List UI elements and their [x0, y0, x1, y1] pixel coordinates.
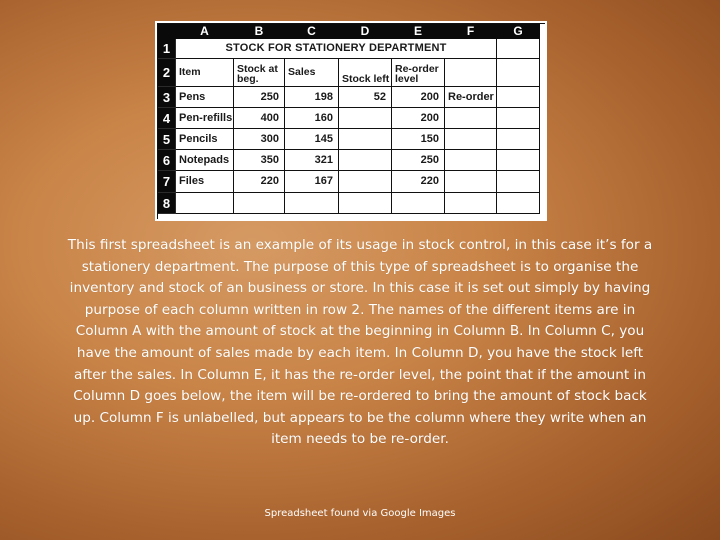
- cell: [234, 193, 285, 214]
- label-stock-left: Stock left: [339, 59, 392, 87]
- cell: [339, 193, 392, 214]
- stock-value: 350: [234, 150, 285, 171]
- item-name: Notepads: [176, 150, 234, 171]
- item-name: Pen-refills: [176, 108, 234, 129]
- cell: [497, 150, 540, 171]
- reorder-level-value: 200: [392, 108, 445, 129]
- stock-left-value: [339, 150, 392, 171]
- row-number: 4: [158, 108, 176, 129]
- stock-value: 250: [234, 87, 285, 108]
- stock-left-value: [339, 129, 392, 150]
- cell: [497, 193, 540, 214]
- item-name: Pens: [176, 87, 234, 108]
- sheet-title: STOCK FOR STATIONERY DEPARTMENT: [176, 39, 497, 59]
- cell: [497, 87, 540, 108]
- stock-left-value: [339, 108, 392, 129]
- row-number: 1: [158, 39, 176, 59]
- cell: [176, 193, 234, 214]
- reorder-note: [445, 129, 497, 150]
- column-header: B: [234, 24, 285, 39]
- column-header: D: [339, 24, 392, 39]
- column-header: C: [285, 24, 339, 39]
- reorder-level-value: 150: [392, 129, 445, 150]
- sales-value: 145: [285, 129, 339, 150]
- stock-value: 400: [234, 108, 285, 129]
- reorder-level-value: 220: [392, 171, 445, 193]
- row-number: 6: [158, 150, 176, 171]
- sales-value: 167: [285, 171, 339, 193]
- cell: [497, 171, 540, 193]
- cell: [497, 39, 540, 59]
- label-stock-at-beg: Stock at beg.: [234, 59, 285, 87]
- column-header: E: [392, 24, 445, 39]
- sales-value: 160: [285, 108, 339, 129]
- row-number: 3: [158, 87, 176, 108]
- reorder-level-value: 250: [392, 150, 445, 171]
- column-header: A: [176, 24, 234, 39]
- stock-left-value: [339, 171, 392, 193]
- reorder-note: [445, 150, 497, 171]
- reorder-note: Re-order: [445, 87, 497, 108]
- row-number: 2: [158, 59, 176, 87]
- cell: [445, 59, 497, 87]
- cell: [497, 108, 540, 129]
- image-credit: Spreadsheet found via Google Images: [264, 508, 456, 519]
- row-number: 7: [158, 171, 176, 193]
- cell: [497, 129, 540, 150]
- spreadsheet-image: [155, 21, 547, 221]
- row-number: 8: [158, 193, 176, 214]
- label-item: Item: [176, 59, 234, 87]
- stock-left-value: 52: [339, 87, 392, 108]
- row-number: 5: [158, 129, 176, 150]
- cell: [285, 193, 339, 214]
- label-reorder-level: Re-order level: [392, 59, 445, 87]
- sales-value: 321: [285, 150, 339, 171]
- item-name: Files: [176, 171, 234, 193]
- spreadsheet-grid: [157, 23, 545, 219]
- description-text: This first spreadsheet is an example of its usage in stock control, in this case it’s for a stationery department. The purpose of this type of spreadsheet is to organise the inventory and stock of an business or store. In this case it is set out simply by having purpose of each column written in row 2. The names of the different items are in Column A with the amount of stock at the beginning in Column B. In Column C, you have the amount of sales made by each item. In Column D, you have the stock left after the sales. In Column E, it has the re-order level, the point that if the amount in Column D goes below, the item will be re-ordered to bring the amount of stock back up. Column F is unlabelled, but appears to be the column where they write when an item needs to be re-order.: [67, 237, 653, 448]
- column-header: G: [497, 24, 540, 39]
- reorder-level-value: 200: [392, 87, 445, 108]
- cell: [392, 193, 445, 214]
- stock-value: 220: [234, 171, 285, 193]
- reorder-note: [445, 108, 497, 129]
- stock-value: 300: [234, 129, 285, 150]
- reorder-note: [445, 171, 497, 193]
- item-name: Pencils: [176, 129, 234, 150]
- label-sales: Sales: [285, 59, 339, 87]
- sales-value: 198: [285, 87, 339, 108]
- corner-cell: [158, 24, 176, 39]
- cell: [445, 193, 497, 214]
- cell: [497, 59, 540, 87]
- column-header: F: [445, 24, 497, 39]
